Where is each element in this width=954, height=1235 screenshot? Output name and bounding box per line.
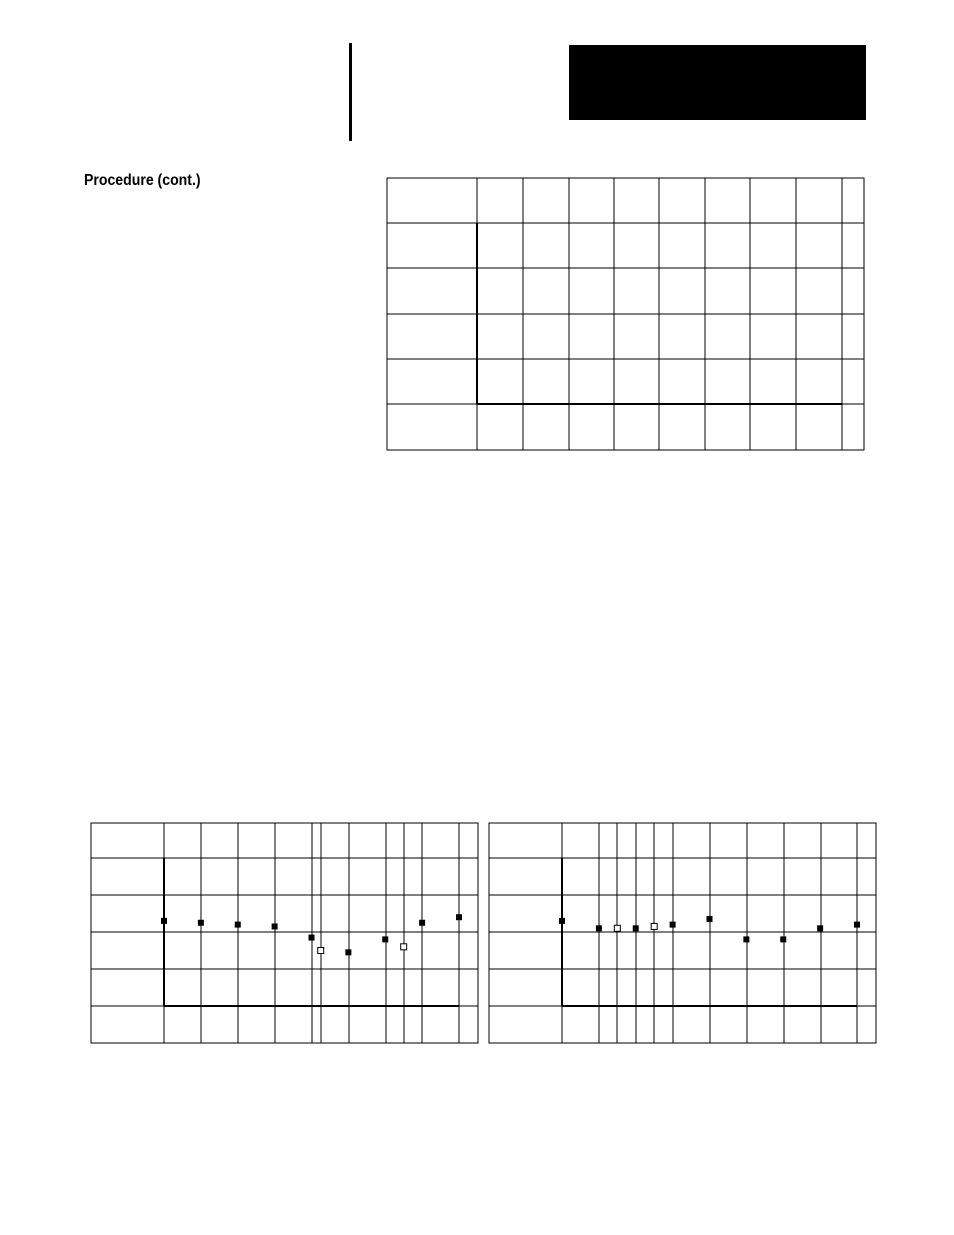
data-point: [420, 920, 425, 925]
scatter-chart-right: [489, 823, 876, 1043]
scatter-chart-left: [91, 823, 478, 1043]
data-point: [235, 922, 240, 927]
data-point: [457, 915, 462, 920]
data-point: [560, 918, 565, 923]
data-point: [162, 918, 167, 923]
data-point: [744, 937, 749, 942]
data-point: [383, 937, 388, 942]
data-point: [707, 917, 712, 922]
data-point: [596, 926, 601, 931]
data-point: [272, 924, 277, 929]
data-point: [309, 935, 314, 940]
chart-border: [489, 823, 876, 1043]
data-point-hollow: [401, 944, 407, 950]
data-point: [346, 950, 351, 955]
data-point-hollow: [318, 948, 324, 954]
data-point: [198, 920, 203, 925]
data-point: [818, 926, 823, 931]
blank-table-grid: [387, 178, 864, 450]
data-point-hollow: [651, 923, 657, 929]
data-point: [855, 922, 860, 927]
chart-border: [91, 823, 478, 1043]
section-heading: Procedure (cont.): [84, 172, 201, 189]
data-point: [670, 922, 675, 927]
data-point: [633, 926, 638, 931]
data-point: [781, 937, 786, 942]
data-point-hollow: [614, 925, 620, 931]
